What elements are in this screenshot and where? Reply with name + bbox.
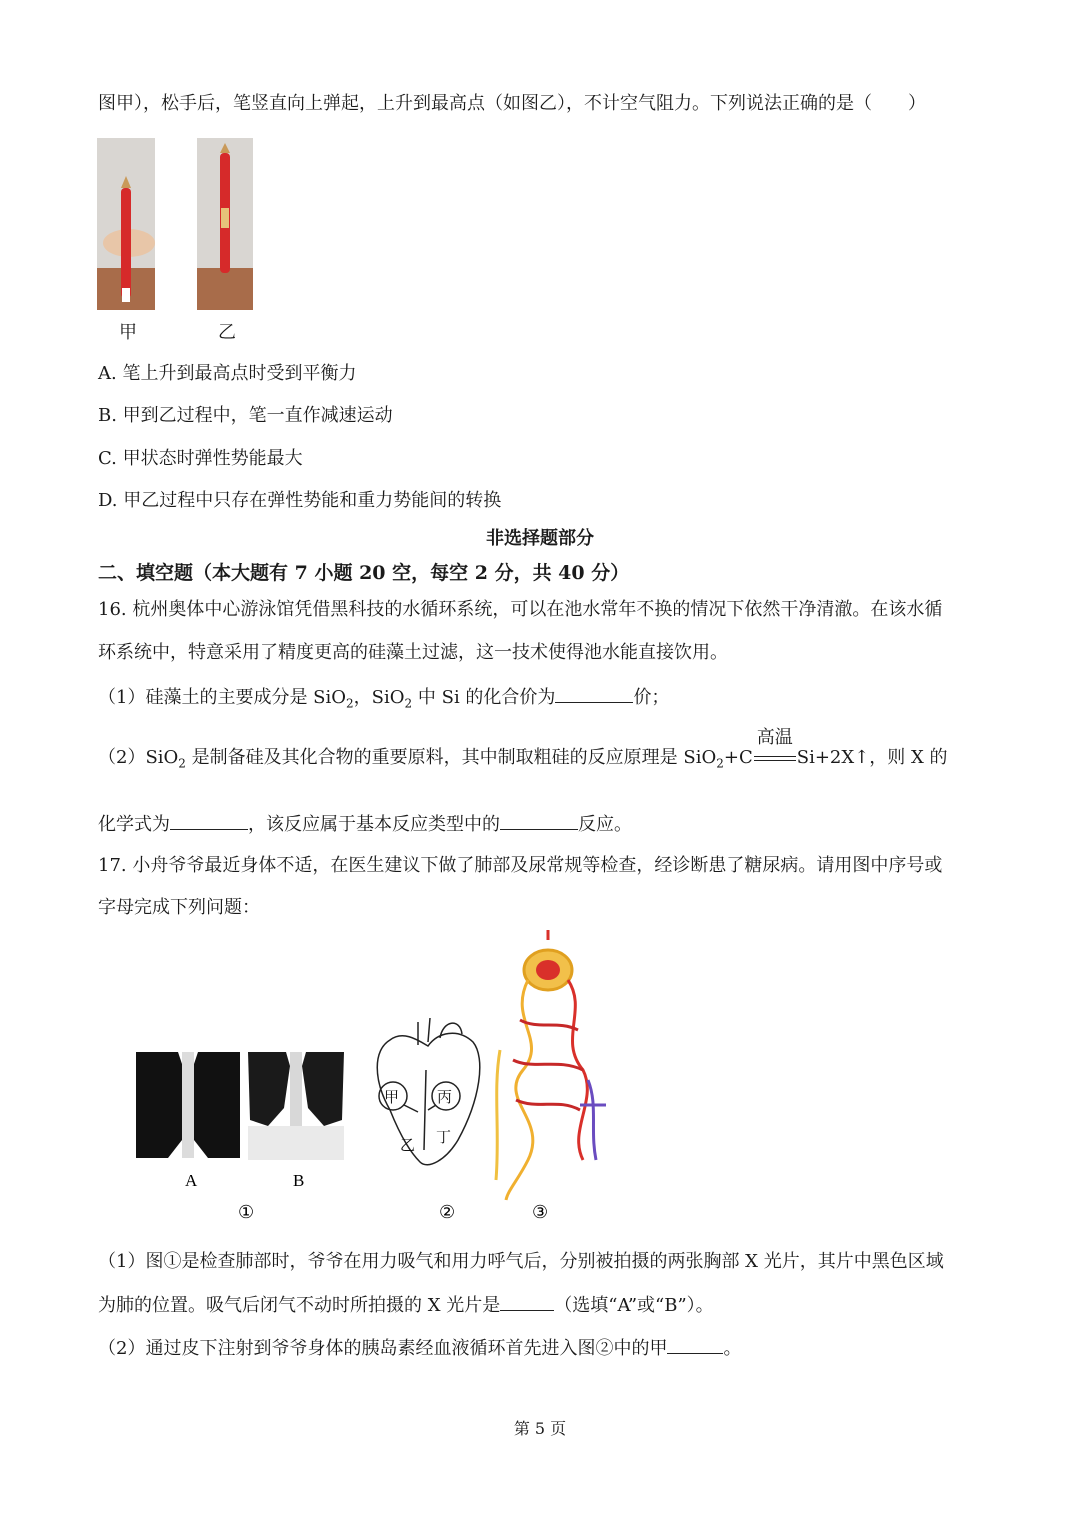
heart-label-jia: 甲 xyxy=(384,1088,400,1106)
answer-blank[interactable] xyxy=(667,1333,723,1354)
q16-p3-suffix: 反应。 xyxy=(578,814,632,835)
answer-blank[interactable] xyxy=(500,1290,554,1311)
q17-p1-line2-suffix: （选填“A”或“B”）。 xyxy=(554,1295,714,1316)
pen-photo-yi xyxy=(197,138,253,310)
figure-number-1: ① xyxy=(238,1202,255,1223)
reaction-condition xyxy=(753,727,797,772)
sub-2: 2 xyxy=(716,756,724,771)
q16-p1-suffix: 价； xyxy=(633,687,670,708)
q16-part2 xyxy=(98,727,948,778)
xray-label-a: A xyxy=(185,1171,198,1190)
q17-figure xyxy=(128,930,608,1225)
q16-part1 xyxy=(98,682,669,718)
figure-number-3: ③ xyxy=(532,1202,549,1223)
sub-2: 2 xyxy=(346,696,354,711)
heart-label-ding: 丁 xyxy=(436,1128,452,1146)
q17-p1-line2-prefix: 为肺的位置。吸气后闭气不动时所拍摄的 X 光片是 xyxy=(98,1295,501,1316)
q17-p2-prefix: （2）通过皮下注射到爷爷身体的胰岛素经血液循环首先进入图②中的甲 xyxy=(98,1338,668,1359)
nephron-diagram xyxy=(496,930,606,1200)
q16-p1-mid1: ，SiO xyxy=(353,687,405,708)
pen-label-yi: 乙 xyxy=(218,322,236,343)
q16-p3-mid: ，该反应属于基本反应类型中的 xyxy=(248,814,500,835)
sub-2: 2 xyxy=(404,696,413,711)
q17-p2 xyxy=(98,1333,741,1363)
q17-p1-line1: （1）图①是检查肺部时，爷爷在用力吸气和用力呼气后，分别被拍摄的两张胸部 X 光片，其片中黑色区域 xyxy=(98,1251,944,1272)
q16-p2-suffix: ，则 X 的 xyxy=(869,747,948,768)
q17-line1: 17. 小舟爷爷最近身体不适，在医生建议下做了肺部及尿常规等检查，经诊断患了糖尿病。请用图中序号或 xyxy=(98,855,943,876)
option-d: D. 甲乙过程中只存在弹性势能和重力势能间的转换 xyxy=(98,490,502,511)
figure-number-2: ② xyxy=(439,1202,456,1223)
q16-p2-mid: 是制备硅及其化合物的重要原料，其中制取粗硅的反应原理是 SiO xyxy=(185,747,717,768)
pen-label-jia: 甲 xyxy=(119,322,137,343)
condition-text: 高温 xyxy=(756,727,793,748)
q17-p2-suffix: 。 xyxy=(723,1338,742,1359)
q16-part3 xyxy=(98,809,632,839)
equation-plus-c: +C xyxy=(723,747,753,768)
heart-label-yi: 乙 xyxy=(400,1136,416,1154)
q16-line2: 环系统中，特意采用了精度更高的硅藻土过滤，这一技术使得池水能直接饮用。 xyxy=(98,642,728,663)
pen-photos xyxy=(97,138,257,313)
answer-blank[interactable] xyxy=(500,809,578,830)
q17-p1-line2 xyxy=(98,1290,714,1320)
q16-p1-mid2: 中 Si 的化合价为 xyxy=(412,687,556,708)
q16-p1-prefix: （1）硅藻土的主要成分是 SiO xyxy=(98,687,347,708)
xray-a xyxy=(133,1050,243,1162)
answer-blank[interactable] xyxy=(170,809,248,830)
xray-label-b: B xyxy=(293,1171,305,1190)
equation-right: Si+2X↑ xyxy=(796,747,870,768)
option-c: C. 甲状态时弹性势能最大 xyxy=(98,448,303,469)
heart-label-bing: 丙 xyxy=(437,1088,453,1106)
sub-2: 2 xyxy=(178,756,186,771)
equals-sign xyxy=(754,756,796,761)
q16-line1: 16. 杭州奥体中心游泳馆凭借黑科技的水循环系统，可以在池水常年不换的情况下依然干净清澈。在该水循 xyxy=(98,599,943,620)
q16-p3-prefix: 化学式为 xyxy=(98,814,170,835)
section-title: 非选择题部分 xyxy=(486,528,594,549)
section-heading: 二、填空题（本大题有 7 小题 20 空，每空 2 分，共 40 分） xyxy=(98,562,630,584)
answer-blank[interactable] xyxy=(555,682,633,703)
option-b: B. 甲到乙过程中，笔一直作减速运动 xyxy=(98,405,393,426)
q17-line2: 字母完成下列问题： xyxy=(98,897,260,918)
option-a: A. 笔上升到最高点时受到平衡力 xyxy=(98,363,357,384)
page-footer: 第 5 页 xyxy=(513,1419,567,1438)
q16-p2-prefix: （2）SiO xyxy=(98,747,179,768)
xray-b xyxy=(246,1050,346,1162)
q15-intro: 图甲），松手后，笔竖直向上弹起，上升到最高点（如图乙），不计空气阻力。下列说法正确的是（ ） xyxy=(98,93,926,114)
pen-photo-jia xyxy=(97,138,155,310)
